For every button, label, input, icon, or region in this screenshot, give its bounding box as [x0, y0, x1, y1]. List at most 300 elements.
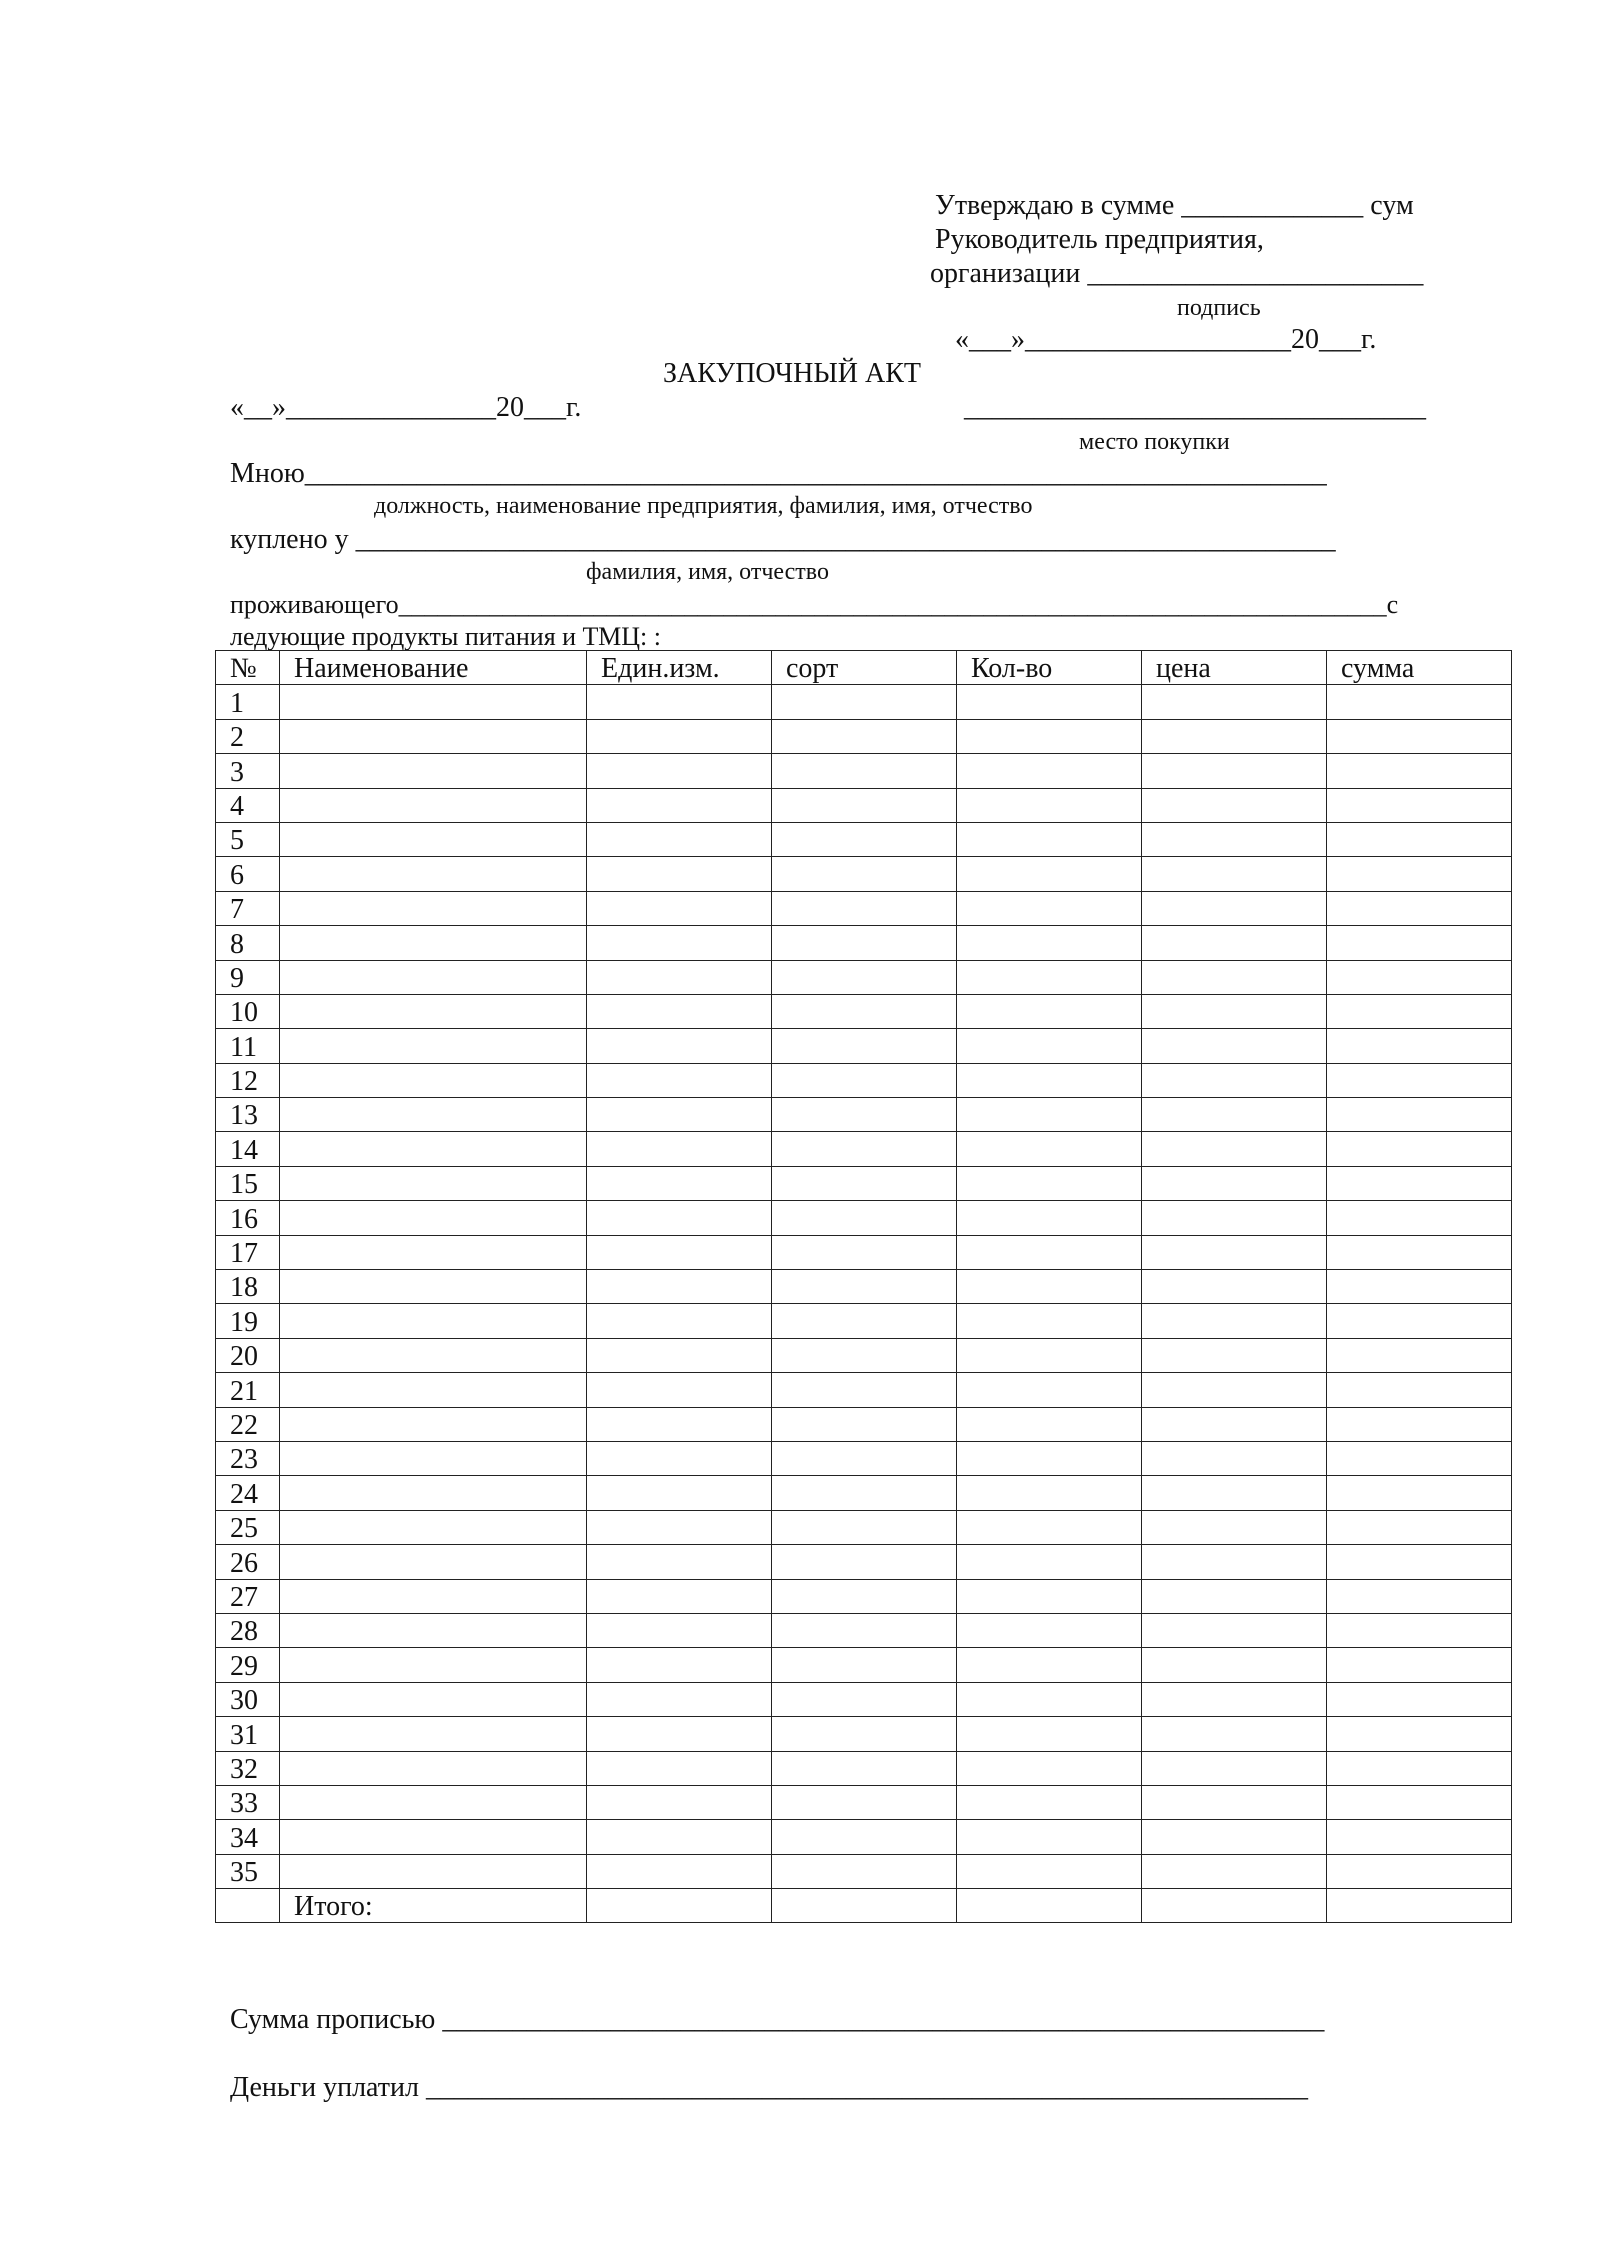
- empty-cell: [1327, 1063, 1512, 1097]
- empty-cell: [1142, 926, 1327, 960]
- empty-cell: [1327, 1648, 1512, 1682]
- column-header-label: Един.изм.: [601, 653, 720, 685]
- empty-cell: [1327, 857, 1512, 891]
- row-number: 13: [230, 1100, 258, 1132]
- empty-cell: [1142, 1270, 1327, 1304]
- table-row: [216, 891, 1512, 925]
- empty-cell: [587, 1579, 772, 1613]
- table-row: [216, 1717, 1512, 1751]
- empty-cell: [772, 1201, 957, 1235]
- signature-caption: подпись: [1177, 295, 1261, 321]
- empty-cell: [587, 926, 772, 960]
- empty-cell: [957, 1166, 1142, 1200]
- empty-cell: [280, 891, 587, 925]
- empty-cell: [587, 1820, 772, 1854]
- empty-cell: [280, 822, 587, 856]
- empty-cell: [957, 1717, 1142, 1751]
- empty-cell: [280, 1373, 587, 1407]
- empty-cell: [1142, 891, 1327, 925]
- empty-cell: [957, 1545, 1142, 1579]
- row-number: 17: [230, 1238, 258, 1270]
- row-number-cell: [216, 1098, 280, 1132]
- empty-cell: [772, 1476, 957, 1510]
- empty-cell: [957, 1338, 1142, 1372]
- row-number: 15: [230, 1169, 258, 1201]
- empty-cell: [587, 994, 772, 1028]
- empty-cell: [957, 857, 1142, 891]
- total-label-cell: [280, 1889, 587, 1923]
- empty-cell: [1142, 1235, 1327, 1269]
- empty-cell: [1327, 891, 1512, 925]
- empty-cell: [1327, 1132, 1512, 1166]
- row-number: 27: [230, 1581, 258, 1613]
- table-header-row: [216, 651, 1512, 685]
- empty-cell: [957, 1613, 1142, 1647]
- table-row: [216, 1441, 1512, 1475]
- row-number: 1: [230, 687, 244, 719]
- empty-cell: [587, 1098, 772, 1132]
- empty-cell: [1142, 1304, 1327, 1338]
- empty-cell: [957, 1854, 1142, 1888]
- empty-cell: [1142, 994, 1327, 1028]
- row-number: 33: [230, 1788, 258, 1820]
- approval-head-line: Руководитель предприятия,: [935, 224, 1264, 255]
- empty-cell: [1327, 822, 1512, 856]
- table-row: [216, 1132, 1512, 1166]
- empty-cell: [1327, 1854, 1512, 1888]
- empty-cell: [1327, 1098, 1512, 1132]
- table-row: [216, 1785, 1512, 1819]
- column-header: [587, 651, 772, 685]
- row-number-cell: [216, 1648, 280, 1682]
- table-row: [216, 1373, 1512, 1407]
- empty-cell: [1327, 1820, 1512, 1854]
- row-number: 5: [230, 825, 244, 857]
- empty-cell: [772, 685, 957, 719]
- table-row: [216, 1029, 1512, 1063]
- empty-cell: [280, 960, 587, 994]
- empty-cell: [1142, 1751, 1327, 1785]
- position-caption: должность, наименование предприятия, фамилия, имя, отчество: [374, 493, 1033, 519]
- row-number-cell: [216, 1510, 280, 1544]
- empty-cell: [280, 719, 587, 753]
- row-number-cell: [216, 1717, 280, 1751]
- empty-cell: [1142, 685, 1327, 719]
- empty-cell: [957, 1373, 1142, 1407]
- row-number-cell: [216, 1373, 280, 1407]
- column-header: [1327, 651, 1512, 685]
- money-paid-line: Деньги уплатил _______________________________________________________________: [230, 2072, 1308, 2103]
- table-row: [216, 788, 1512, 822]
- empty-cell: [587, 891, 772, 925]
- empty-cell: [587, 1545, 772, 1579]
- empty-cell: [1327, 1682, 1512, 1716]
- empty-cell: [280, 1029, 587, 1063]
- purchase-place-caption: место покупки: [1079, 429, 1230, 455]
- empty-cell: [280, 1579, 587, 1613]
- empty-cell: [587, 788, 772, 822]
- empty-cell: [280, 1166, 587, 1200]
- empty-cell: [957, 1304, 1142, 1338]
- row-number-cell: [216, 1304, 280, 1338]
- column-header: [772, 651, 957, 685]
- row-number: 2: [230, 722, 244, 754]
- empty-cell: [1327, 1476, 1512, 1510]
- empty-cell: [1327, 1579, 1512, 1613]
- row-number-cell: [216, 1545, 280, 1579]
- empty-cell: [280, 1338, 587, 1372]
- empty-cell: [587, 685, 772, 719]
- total-label: Итого:: [294, 1891, 373, 1923]
- approval-amount-line: Утверждаю в сумме _____________ сум: [935, 190, 1414, 221]
- purchase-table: [215, 650, 1512, 1923]
- bought-from-line: куплено у ______________________________________________________________________: [230, 524, 1336, 555]
- empty-cell: [1142, 1648, 1327, 1682]
- table-row: [216, 1235, 1512, 1269]
- empty-cell: [1142, 1441, 1327, 1475]
- column-header: [280, 651, 587, 685]
- table-row: [216, 960, 1512, 994]
- empty-cell: [772, 1889, 957, 1923]
- empty-cell: [1327, 1785, 1512, 1819]
- empty-cell: [1327, 1407, 1512, 1441]
- empty-cell: [772, 1235, 957, 1269]
- empty-cell: [1142, 788, 1327, 822]
- empty-cell: [772, 1373, 957, 1407]
- empty-cell: [587, 1373, 772, 1407]
- empty-cell: [280, 1545, 587, 1579]
- table-row: [216, 1166, 1512, 1200]
- row-number-cell: [216, 1820, 280, 1854]
- column-header-label: сумма: [1341, 653, 1415, 685]
- empty-cell: [957, 788, 1142, 822]
- empty-cell: [1327, 1373, 1512, 1407]
- empty-cell: [587, 1166, 772, 1200]
- empty-cell: [1142, 754, 1327, 788]
- table-row: [216, 1613, 1512, 1647]
- empty-cell: [1327, 1751, 1512, 1785]
- empty-cell: [1142, 1029, 1327, 1063]
- empty-cell: [1142, 1063, 1327, 1097]
- empty-cell: [587, 1476, 772, 1510]
- empty-cell: [1142, 857, 1327, 891]
- empty-cell: [587, 719, 772, 753]
- document-title: ЗАКУПОЧНЫЙ АКТ: [663, 358, 921, 389]
- row-number: 21: [230, 1375, 258, 1407]
- row-number: 11: [230, 1031, 257, 1063]
- empty-cell: [957, 1751, 1142, 1785]
- empty-cell: [1142, 1854, 1327, 1888]
- empty-cell: [772, 1270, 957, 1304]
- empty-cell: [1327, 960, 1512, 994]
- row-number: 6: [230, 859, 244, 891]
- empty-cell: [772, 1682, 957, 1716]
- row-number-cell: [216, 1751, 280, 1785]
- empty-cell: [587, 822, 772, 856]
- empty-cell: [587, 1441, 772, 1475]
- empty-cell: [1327, 1510, 1512, 1544]
- empty-cell: [216, 1889, 280, 1923]
- empty-cell: [1142, 1579, 1327, 1613]
- empty-cell: [587, 857, 772, 891]
- table-row: [216, 1579, 1512, 1613]
- empty-cell: [280, 1304, 587, 1338]
- row-number: 34: [230, 1822, 258, 1854]
- empty-cell: [280, 1510, 587, 1544]
- row-number-cell: [216, 1441, 280, 1475]
- column-header-label: цена: [1156, 653, 1211, 685]
- row-number-cell: [216, 857, 280, 891]
- empty-cell: [1142, 1820, 1327, 1854]
- empty-cell: [280, 1098, 587, 1132]
- empty-cell: [772, 1510, 957, 1544]
- empty-cell: [772, 1545, 957, 1579]
- table-row: [216, 857, 1512, 891]
- row-number-cell: [216, 1235, 280, 1269]
- row-number-cell: [216, 1854, 280, 1888]
- total-row: [216, 1889, 1512, 1923]
- empty-cell: [1327, 1166, 1512, 1200]
- row-number: 23: [230, 1444, 258, 1476]
- table-row: [216, 1854, 1512, 1888]
- empty-cell: [587, 1063, 772, 1097]
- empty-cell: [772, 1820, 957, 1854]
- empty-cell: [587, 1201, 772, 1235]
- row-number-cell: [216, 994, 280, 1028]
- empty-cell: [772, 1441, 957, 1475]
- row-number-cell: [216, 960, 280, 994]
- empty-cell: [772, 1063, 957, 1097]
- empty-cell: [587, 1407, 772, 1441]
- empty-cell: [772, 1166, 957, 1200]
- empty-cell: [772, 891, 957, 925]
- empty-cell: [772, 960, 957, 994]
- empty-cell: [587, 1717, 772, 1751]
- empty-cell: [280, 1751, 587, 1785]
- table-row: [216, 719, 1512, 753]
- empty-cell: [957, 1820, 1142, 1854]
- empty-cell: [1142, 1132, 1327, 1166]
- by-me-line: Мною_________________________________________________________________________: [230, 458, 1327, 489]
- empty-cell: [587, 1648, 772, 1682]
- row-number-cell: [216, 822, 280, 856]
- table-row: [216, 1063, 1512, 1097]
- row-number-cell: [216, 719, 280, 753]
- empty-cell: [1327, 1270, 1512, 1304]
- empty-cell: [957, 994, 1142, 1028]
- row-number-cell: [216, 1613, 280, 1647]
- empty-cell: [1327, 788, 1512, 822]
- sum-in-words-line: Сумма прописью _______________________________________________________________: [230, 2004, 1325, 2035]
- row-number-cell: [216, 1166, 280, 1200]
- empty-cell: [587, 1889, 772, 1923]
- row-number: 19: [230, 1306, 258, 1338]
- table-row: [216, 1338, 1512, 1372]
- table-row: [216, 1820, 1512, 1854]
- empty-cell: [957, 719, 1142, 753]
- row-number-cell: [216, 1063, 280, 1097]
- empty-cell: [772, 1338, 957, 1372]
- empty-cell: [772, 1613, 957, 1647]
- row-number: 29: [230, 1650, 258, 1682]
- empty-cell: [1142, 1889, 1327, 1923]
- empty-cell: [1327, 926, 1512, 960]
- row-number-cell: [216, 788, 280, 822]
- empty-cell: [1142, 1098, 1327, 1132]
- empty-cell: [772, 1854, 957, 1888]
- empty-cell: [587, 1304, 772, 1338]
- empty-cell: [957, 1648, 1142, 1682]
- column-header: [1142, 651, 1327, 685]
- row-number: 22: [230, 1409, 258, 1441]
- empty-cell: [1142, 1201, 1327, 1235]
- row-number: 12: [230, 1066, 258, 1098]
- row-number-cell: [216, 1682, 280, 1716]
- empty-cell: [280, 926, 587, 960]
- empty-cell: [772, 822, 957, 856]
- empty-cell: [957, 1098, 1142, 1132]
- empty-cell: [587, 754, 772, 788]
- empty-cell: [957, 1476, 1142, 1510]
- table-row: [216, 1476, 1512, 1510]
- empty-cell: [587, 1613, 772, 1647]
- table-row: [216, 1510, 1512, 1544]
- empty-cell: [772, 926, 957, 960]
- row-number: 16: [230, 1203, 258, 1235]
- table-row: [216, 685, 1512, 719]
- empty-cell: [772, 1648, 957, 1682]
- empty-cell: [772, 857, 957, 891]
- row-number-cell: [216, 1579, 280, 1613]
- empty-cell: [1142, 1785, 1327, 1819]
- empty-cell: [280, 1132, 587, 1166]
- empty-cell: [1142, 1682, 1327, 1716]
- empty-cell: [772, 994, 957, 1028]
- table-row: [216, 1751, 1512, 1785]
- row-number: 18: [230, 1272, 258, 1304]
- empty-cell: [957, 1235, 1142, 1269]
- row-number-cell: [216, 685, 280, 719]
- table-row: [216, 926, 1512, 960]
- row-number: 28: [230, 1616, 258, 1648]
- empty-cell: [280, 1063, 587, 1097]
- table-row: [216, 1098, 1512, 1132]
- row-number-cell: [216, 1132, 280, 1166]
- empty-cell: [957, 1029, 1142, 1063]
- row-number: 30: [230, 1685, 258, 1717]
- empty-cell: [1327, 1304, 1512, 1338]
- column-header-label: №: [230, 653, 257, 685]
- empty-cell: [587, 1785, 772, 1819]
- empty-cell: [1142, 719, 1327, 753]
- empty-cell: [772, 1132, 957, 1166]
- empty-cell: [1327, 1201, 1512, 1235]
- empty-cell: [1142, 1510, 1327, 1544]
- table-row: [216, 1270, 1512, 1304]
- row-number: 8: [230, 928, 244, 960]
- empty-cell: [957, 1682, 1142, 1716]
- row-number: 25: [230, 1513, 258, 1545]
- empty-cell: [957, 822, 1142, 856]
- row-number: 32: [230, 1753, 258, 1785]
- empty-cell: [587, 1029, 772, 1063]
- table-row: [216, 1648, 1512, 1682]
- row-number: 35: [230, 1857, 258, 1889]
- table-row: [216, 1545, 1512, 1579]
- empty-cell: [587, 1854, 772, 1888]
- row-number-cell: [216, 1201, 280, 1235]
- empty-cell: [772, 1098, 957, 1132]
- empty-cell: [280, 1201, 587, 1235]
- empty-cell: [772, 1785, 957, 1819]
- empty-cell: [1142, 822, 1327, 856]
- empty-cell: [1142, 960, 1327, 994]
- empty-cell: [1327, 1889, 1512, 1923]
- empty-cell: [1142, 1613, 1327, 1647]
- column-header: [216, 651, 280, 685]
- empty-cell: [1327, 994, 1512, 1028]
- row-number-cell: [216, 1270, 280, 1304]
- purchase-place-line: _________________________________: [964, 392, 1426, 423]
- empty-cell: [587, 1338, 772, 1372]
- empty-cell: [587, 1235, 772, 1269]
- empty-cell: [1142, 1407, 1327, 1441]
- column-header-label: Кол-во: [971, 653, 1053, 685]
- empty-cell: [1327, 1717, 1512, 1751]
- empty-cell: [1142, 1717, 1327, 1751]
- empty-cell: [957, 1132, 1142, 1166]
- table-row: [216, 754, 1512, 788]
- empty-cell: [957, 754, 1142, 788]
- empty-cell: [1327, 1441, 1512, 1475]
- row-number: 24: [230, 1478, 258, 1510]
- empty-cell: [1327, 1029, 1512, 1063]
- row-number: 31: [230, 1719, 258, 1751]
- row-number-cell: [216, 1338, 280, 1372]
- empty-cell: [280, 685, 587, 719]
- empty-cell: [587, 1270, 772, 1304]
- empty-cell: [587, 1751, 772, 1785]
- row-number: 4: [230, 790, 244, 822]
- empty-cell: [957, 1063, 1142, 1097]
- table-row: [216, 994, 1512, 1028]
- row-number-cell: [216, 1785, 280, 1819]
- empty-cell: [1327, 1338, 1512, 1372]
- empty-cell: [957, 891, 1142, 925]
- empty-cell: [280, 1648, 587, 1682]
- row-number: 20: [230, 1341, 258, 1373]
- empty-cell: [280, 1717, 587, 1751]
- empty-cell: [280, 1441, 587, 1475]
- empty-cell: [772, 1751, 957, 1785]
- row-number: 3: [230, 756, 244, 788]
- empty-cell: [280, 1613, 587, 1647]
- column-header-label: сорт: [786, 653, 839, 685]
- empty-cell: [957, 926, 1142, 960]
- empty-cell: [587, 960, 772, 994]
- table-row: [216, 1201, 1512, 1235]
- empty-cell: [1327, 1235, 1512, 1269]
- empty-cell: [587, 1510, 772, 1544]
- empty-cell: [957, 1407, 1142, 1441]
- empty-cell: [280, 1785, 587, 1819]
- row-number: 7: [230, 894, 244, 926]
- row-number: 10: [230, 997, 258, 1029]
- empty-cell: [1142, 1166, 1327, 1200]
- empty-cell: [280, 1682, 587, 1716]
- table-row: [216, 1682, 1512, 1716]
- residing-line: проживающего____________________________________________________________________________с: [230, 590, 1399, 619]
